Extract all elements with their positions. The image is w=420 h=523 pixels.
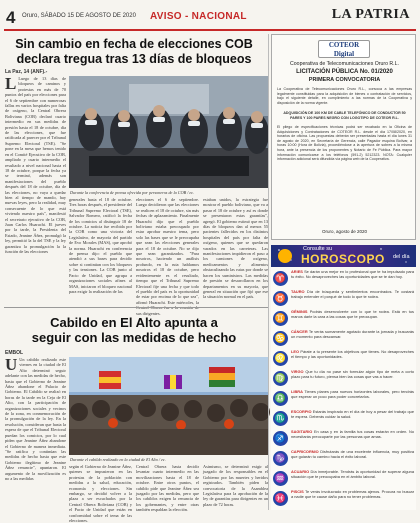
article1-photo [69, 76, 268, 188]
sign-forecast: En casa y en la familia tus cosas estarán en orden. No necesitarás preocuparte por las personas que amas. [291, 429, 414, 439]
horoscope-sign-piscis [273, 490, 414, 510]
article2-headline-line2: seguir con las medidas de hecho [31, 330, 237, 345]
sign-text [291, 330, 414, 339]
article1-column-2: generales hasta el 18 de octubre. Tres horas después, el presidente del Tribunal Supremo Electoral (TSE), Salvador Romero, ratificó la fecha de los comicios al distinguir 18 de octubre. La noticia fue recibida por la COB como una victoria del Legislativo, de mayoría del partido de Evo Morales (MAS), que aprobó la norma. Huarachi en conferencia de prensa dijo: el pueblo que atendió a sus bases para decidir sobre si continúan con los bloqueos y las tensiones. La COB junto al Pacto de Unidad, que agrupa a organizaciones sociales afines al MAS, iniciaron el bloqueo nacional para exigir la realización de las [69, 197, 132, 294]
zodiac-icon: ♉ [273, 291, 288, 306]
sign-forecast: Tienes planes para nuevos horizontes laborales, pero tendrás que esperar un poco para poder concretarlos. [291, 389, 414, 399]
sign-name: GÉMINIS [291, 309, 308, 314]
horoscope-sign-tauro [273, 290, 414, 310]
sign-text [291, 470, 414, 479]
article1-byline: La Paz, 14 (ANF).- [5, 69, 48, 75]
horoscope-sign-gminis [273, 310, 414, 330]
horoscope-consulta: Consulte su [303, 246, 333, 252]
page-header [0, 0, 420, 30]
zodiac-icon: ♌ [273, 351, 288, 366]
sign-name: LEO [291, 349, 299, 354]
sign-forecast: Podrás desenvolverte con lo que te rodea. Está en tus manos darle la cara a las cosas que te preocupan. [291, 309, 414, 319]
zodiac-icon: ♋ [273, 331, 288, 346]
sign-forecast: Día de búsqueda y sentimientos encontrados. Te costará trabajo entender el porqué de todo lo que te rodea. [291, 289, 414, 299]
zodiac-icon: ♊ [273, 311, 288, 326]
header-rule [4, 29, 416, 31]
horoscope-section [271, 245, 416, 510]
horoscope-suffix: del día [393, 254, 410, 260]
article1-column-3: elecciones el 6 de septiembre. Luego decidieron que las elecciones se realicen el 18 de octubre, sin más fechas de aplazamiento. Finalmente Huarachi dijo que el pueblo boliviano estaba preocupado por estar aprobar nuestro tema, pero solo las bases que se le preocupaba que sean las elecciones generales para el 18 de octubre. No se dijo que sean garantizados. "Para nosotros, haciendo un análisis profundo, en la ruta hablamos nosotros el 18 de octubre, pero evidentemente es el resultado, tiempo que el Tribunal Supremo Electoral fije una fecha y que todo el pueblo del país es la oportunidad de estar por encima de lo que sea", afirmó Huarachi. Este miércoles, la sus dirigentes. [136, 197, 199, 316]
sign-name: PISCIS [291, 489, 304, 494]
horoscope-banner [271, 245, 416, 267]
page-number: 4 [6, 8, 16, 27]
horoscope-sign-libra [273, 390, 414, 410]
ad-footer: Oruro, agosto de 2020 [321, 229, 368, 234]
sign-forecast: Te verás sumamente agotado durante la jornada y buscarás un momento para descansar. [291, 329, 414, 339]
sign-forecast: Disfrutarás de una excelente influencia, muy positiva que guiarán tu camino hacia el éxito laboral. [291, 449, 414, 459]
horoscope-title: HOROSCOPO [301, 252, 385, 266]
sign-name: ARIES [291, 269, 303, 274]
article2-column-4: Asimismo, se determinó exigir al juzgado de los responsables en el Gobierno por las muertes y heridos registrados. También piden la convocatoria de la Asamblea Legislativa para la aprobación de la ley de garantías para dirigentes en un plazo de 72 horas. [203, 464, 268, 507]
coteor-logo: COTEOR Digital [318, 40, 370, 58]
zodiac-icon: ♓ [273, 491, 288, 506]
article2-column-1: U Un cabildo realizado este viernes en la ciudad de El Alto determinó seguir adelante con las medidas de hecho, hasta que el Gobierno de Jeanine Áñez abandone el Palacio de Gobierno. El Cabildo se realizó en horas de la tarde en la Ceja de El Alto, con la participación de organizaciones sociales y vecinos de la zona, en conmemoración de la promulgación de la ley. En la resolución, consideran que hasta la espera de que el Tribunal Electoral puedan los comicios, por lo cual piden que Jeanine Áñez abandone el Gobierno de manera inmediata. "Se ratifica y continúan las medidas de hecho hasta que este Gobierno ilegítimo de Jeanine Áñez renuncie", apuntaron. El argumento de la movilización es no a las medidas [5, 355, 66, 481]
sign-forecast: Que tu día no pase sin formular algún tipo de meta a corto plazo para tu futuro, piensa bien las cosas que vas a hacer. [291, 369, 414, 379]
ad-body-terms: El pliego de especificaciones técnicas podrá ser recabado en la Oficina de Adquisiciones y Contrataciones de COTEOR R.L. desde el día 17/08/2020, en horarios de oficina. Las propuestas deberán ser presentadas hasta el día lunes 31 de agosto de 2020, en Secretaría de Gerencia, calle Pagador esquina Bolívar, a horas 10:00 (Hora de Bolivia), procediéndose a la apertura de sobres a la misma hora, ante la presencia de los proponentes y Notario de Fe Pública. Para mayor información comunicarse a los teléfonos (591-2) 5212323. NOTA: Cualquier información adicional será difundida vía página web de la Cooperativa. [277, 125, 412, 162]
sign-forecast: Día inmejorable. Tendrás la oportunidad de superar alguna situación que te preocupaba en el ámbito laboral. [291, 469, 414, 479]
drop-cap: L [5, 74, 17, 93]
sign-name: TAURO [291, 289, 305, 294]
article1-column-4: estaban unidos, la estrategia fue mostrar el pueblo boliviano, que va a pasar el 18 de octubre y así es donde se presentaron estas garantías", agregó. El gobierno estimó que en 13 días de bloqueos dan al menos 55 pacientes fallecidos en los distintos hospitales del país por falta de oxígeno, quienes que se quedaron varados en las carreteras. Las manifestaciones impidieron el paso a los camiones de oxígeno, medicamentos y alimentos obstaculizando las rutas por donde se hacen los suministros. Las medidas de presión se desarrollaron en los departamentos en su mayoría, que general en situación que fijó que ese la situación normal en el país. [203, 197, 268, 300]
sign-name: VIRGO [291, 369, 304, 374]
zodiac-icon: ♎ [273, 391, 288, 406]
sign-forecast: Se darán una mejor en lo profesional que te ha impulsado para tu éxito. No desaproveches las oportunidades que se te dan hoy. [291, 269, 414, 279]
horoscope-sign-leo [273, 350, 414, 370]
sign-name: ACUARIO [291, 469, 310, 474]
sign-forecast: Párate a tu presente los objetivos que tienes. No desaproveches el tiempo y las oportunidades. [291, 349, 414, 359]
zodiac-icon: ♑ [273, 451, 288, 466]
sign-name: CAPRICORNIO [291, 449, 319, 454]
ad-convocation: PRIMERA CONVOCATORIA [308, 77, 381, 83]
article2-column-2: según el Gobierno de Jeanine Áñez, quienes se impusieron en las protestas de la población con medidas a la salud, educación, economía y elecciones. Sin embargo, se decidió volver a la plaza a ser escuchados por la Central Obrera Boliviana (COB) y el Pacto de Unidad que están en conformidad sobre el tema de las elecciones. [69, 464, 132, 523]
article2-photo-caption: Durante el cabildo realizado en la ciudad de El Alto / ec. [70, 457, 166, 462]
sign-text [291, 390, 414, 399]
press-conference-photo [69, 76, 268, 188]
horoscope-sign-acuario [273, 470, 414, 490]
page-date: Oruro, SÁBADO 15 DE AGOSTO DE 2020 [22, 13, 136, 19]
sign-text [291, 450, 414, 459]
zodiac-icon: ♐ [273, 431, 288, 446]
sign-name: LIBRA [291, 389, 303, 394]
article2-column-3: Central Obrera hasta decidir levantar cuarto intermedio en las movilizaciones hasta el 18 de octubre. Entre otros puntos, el cabildo pide que Jeanine Áñez sea juzgado por las medidas, pero que los cabildos exigen la renuncia de los gobernantes, y entre otras también respaldan la elección. [136, 464, 199, 513]
article2-byline: EMBOL [5, 350, 24, 356]
article1-column-1: L Luego de 13 días de bloqueos de caminos y protestas en más de 70 puntos del país por elecciones para el 6 de septiembre con numerosas fallas en varios hospitales por falta de oxígeno, la Central Obrera Boliviana (COB) declaró cuarto intermedio en sus medidas de presión hasta el 18 de octubre, día de las elecciones, que fue ratificada al parecer por el Tribunal Supremo Electoral (TSE). "Se pone en la mesa que hemos tenido en el Comité Ejecutivo de la COB, ampliado y cuarto intermedio el resultado a nivel nacional hasta el 18 de octubre, porque la fecha ya se terminó, además son manifestaciones del pueblo después del 18 de octubre, día de las elecciones, no vaya a quedar bien al tiempo de mando, hay nuevas leyes, pero la realidad, muy consecuente de lo que está viviendo nuestro país", manifestó el secretario ejecutivo de la COB, Juan Carlos Huarachi. El jueves por la tarde, la Presidenta del Estado, Jeanine Áñez, promulgó la ley, permitió la la del TSE y la ley garantiza la promulgación la la función de las elecciones [5, 74, 66, 254]
newspaper-name: LA PATRIA [331, 7, 410, 22]
sign-text [291, 410, 414, 419]
sign-text [291, 290, 414, 299]
horoscope-sign-sagitario [273, 430, 414, 450]
ad-company: Cooperativa de Telecomunicaciones Oruro R.L. [290, 61, 399, 67]
sign-name: ESCORPIO [291, 409, 312, 414]
article1-headline-line1: Sin cambio en fecha de elecciones COB [15, 37, 253, 51]
article1-photo-caption: Durante la conferencia de prensa ofrecida por personeros de la COB / ec. [70, 190, 195, 195]
sign-text [291, 270, 414, 279]
section-title: AVISO - NACIONAL [150, 11, 247, 22]
sign-forecast: Estarás inspirado en el día de hoy a pesar del trabajo que te espera. Deberás cuidar la salud. [291, 409, 414, 419]
article2-headline-line1: Cabildo en El Alto apunta a [50, 315, 218, 330]
sign-forecast: Te verás involucrado en problemas ajenos. Procura no buscar a nadie que te cause daño para no tener problemas. [291, 489, 414, 499]
sign-text [291, 490, 414, 499]
zodiac-icon: ♈ [273, 271, 288, 286]
horoscope-sign-capricornio [273, 450, 414, 470]
sign-text [291, 430, 414, 439]
horoscope-sign-escorpio [273, 410, 414, 430]
horoscope-sign-cncer [273, 330, 414, 350]
zodiac-icon: ♏ [273, 411, 288, 426]
article-divider [4, 307, 268, 308]
sign-name: SAGITARIO [291, 429, 313, 434]
zodiac-icon: ♒ [273, 471, 288, 486]
ad-item: ADQUISICIÓN DE 100 KM DE CABLE TELEFÓNICO DE CONDUCTOR 50 PARES Y 100 PARES NEGRO CON LOGOTIPO DE COTEOR R.L. [283, 111, 406, 120]
drop-cap: U [5, 355, 18, 374]
sign-text [291, 350, 414, 359]
column-separator [268, 34, 269, 510]
coteor-tender-ad [271, 34, 416, 240]
sign-text [291, 370, 414, 379]
ad-body-intro: La Cooperativa de Telecomunicaciones Oruro R.L., convoca a las empresas legalmente constituidas para la adquisición de bienes o contratación de servicios, bajo el siguiente detalle, en cumplimiento a las normas de la Cooperativa y disposición de la norma vigente. [277, 87, 412, 105]
horoscope-sign-virgo [273, 370, 414, 390]
ad-tender-number: LICITACIÓN PÚBLICA No. 01/2020 [296, 69, 393, 75]
zodiac-icon: ♍ [273, 371, 288, 386]
article1-headline-line2: declara tregua tras 13 días de bloqueos [16, 52, 252, 66]
horoscope-sign-aries [273, 270, 414, 290]
sign-name: CÁNCER [291, 329, 308, 334]
cabildo-crowd-photo [69, 357, 268, 455]
sign-text [291, 310, 414, 319]
article2-photo [69, 357, 268, 455]
